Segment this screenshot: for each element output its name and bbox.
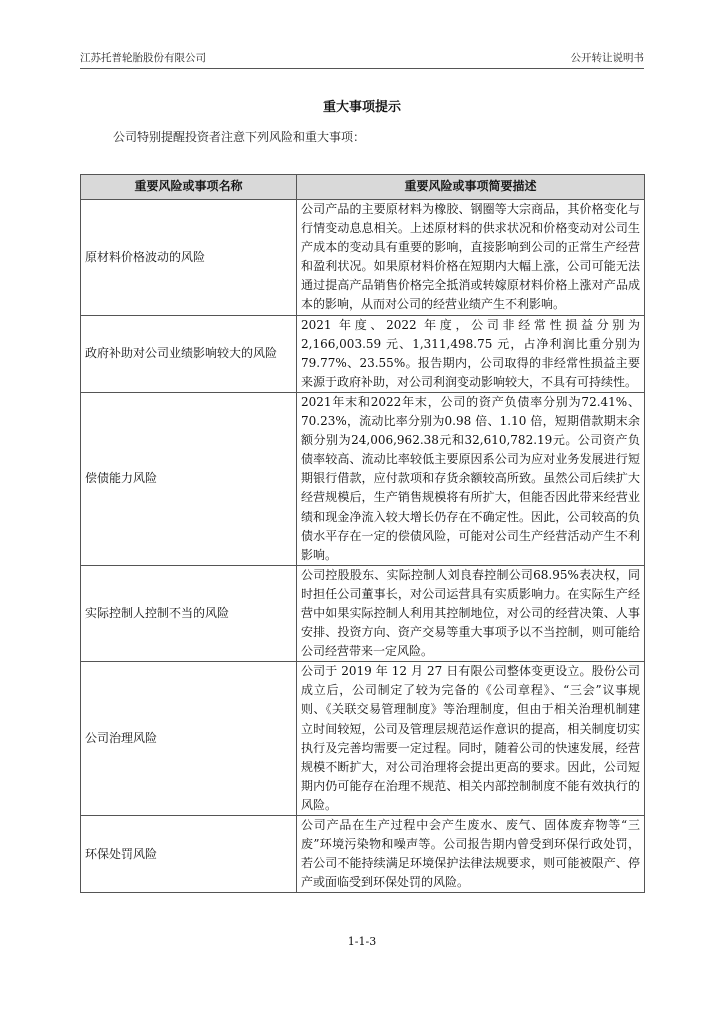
header-doc-type: 公开转让说明书 [570, 52, 644, 64]
table-header-row [81, 175, 645, 200]
risk-name: 实际控制人控制不当的风险 [81, 565, 297, 661]
header-company: 江苏托普轮胎股份有限公司 [80, 52, 206, 64]
risk-name: 政府补助对公司业绩影响较大的风险 [81, 315, 297, 392]
header-risk-desc: 重要风险或事项简要描述 [297, 175, 645, 200]
page-header [80, 50, 644, 69]
table-row [81, 200, 645, 316]
risk-name: 公司治理风险 [81, 662, 297, 816]
table-row [81, 816, 645, 893]
risk-desc: 公司产品在生产过程中会产生废水、废气、固体废弃物等“三废”环境污染物和噪声等。公司报告期内曾受到环保行政处罚，若公司不能持续满足环境保护法律法规要求，则可能被限产、停产或面临受到环保处罚的风险。 [297, 816, 645, 893]
header-risk-name: 重要风险或事项名称 [81, 175, 297, 200]
risk-desc: 公司控股股东、实际控制人刘良春控制公司68.95%表决权，同时担任公司董事长，对公司运营具有实质影响力。在实际生产经营中如果实际控制人利用其控制地位，对公司的经营决策、人事安排、投资方向、资产交易等重大事项予以不当控制，则可能给公司经营带来一定风险。 [297, 565, 645, 661]
risk-name: 环保处罚风险 [81, 816, 297, 893]
risk-table [80, 174, 645, 893]
section-title: 重大事项提示 [322, 100, 401, 115]
risk-desc: 公司于 2019 年 12 月 27 日有限公司整体变更设立。股份公司成立后，公司制定了较为完备的《公司章程》、“三会”议事规则、《关联交易管理制度》等治理制度，但由于相关治理机制建立时间较短，公司及管理层规范运作意识的提高，相关制度切实执行及完善均需要一定过程。同时，随着公司的快速发展，经营规模不断扩大，对公司治理将会提出更高的要求。因此，公司短期内仍可能存在治理不规范、相关内部控制制度不能有效执行的风险。 [297, 662, 645, 816]
risk-desc: 公司产品的主要原材料为橡胶、钢圈等大宗商品，其价格变化与行情变动息息相关。上述原材料的供求状况和价格变动对公司生产成本的变动具有重要的影响，直接影响到公司的正常生产经营和盈利状况。如果原材料价格在短期内大幅上涨，公司可能无法通过提高产品销售价格完全抵消或转嫁原材料价格上涨对产品成本的影响，从而对公司的经营业绩产生不利影响。 [297, 200, 645, 316]
risk-name: 原材料价格波动的风险 [81, 200, 297, 316]
page-number: 1-1-3 [347, 935, 377, 948]
risk-desc: 2021 年度、2022 年度，公司非经常性损益分别为2,166,003.59 元、1,311,498.75 元，占净利润比重分别为79.77%、23.55%。报告期内，公司取得的非经常性损益主要来源于政府补助，对公司利润变动影响较大，不具有可持续性。 [297, 315, 645, 392]
table-row [81, 392, 645, 565]
table-row [81, 315, 645, 392]
risk-name: 偿债能力风险 [81, 392, 297, 565]
table-row [81, 565, 645, 661]
intro-paragraph: 公司特别提醒投资者注意下列风险和重大事项： [113, 130, 366, 144]
table-row [81, 662, 645, 816]
risk-desc: 2021年末和2022年末，公司的资产负债率分别为72.41%、70.23%，流动比率分别为0.98 倍、1.10 倍，短期借款期末余额分别为24,006,962.38元和32,610,782.19元。公司资产负债率较高、流动比率较低主要原因系公司为应对业务发展进行短期银行借款，应付款项和存货余额较高所致。虽然公司后续扩大经营规模后，生产销售规模将有所扩大，但能否因此带来经营业绩和现金净流入较大增长仍存在不确定性。因此，公司较高的负债水平存在一定的偿债风险，可能对公司生产经营活动产生不利影响。 [297, 392, 645, 565]
